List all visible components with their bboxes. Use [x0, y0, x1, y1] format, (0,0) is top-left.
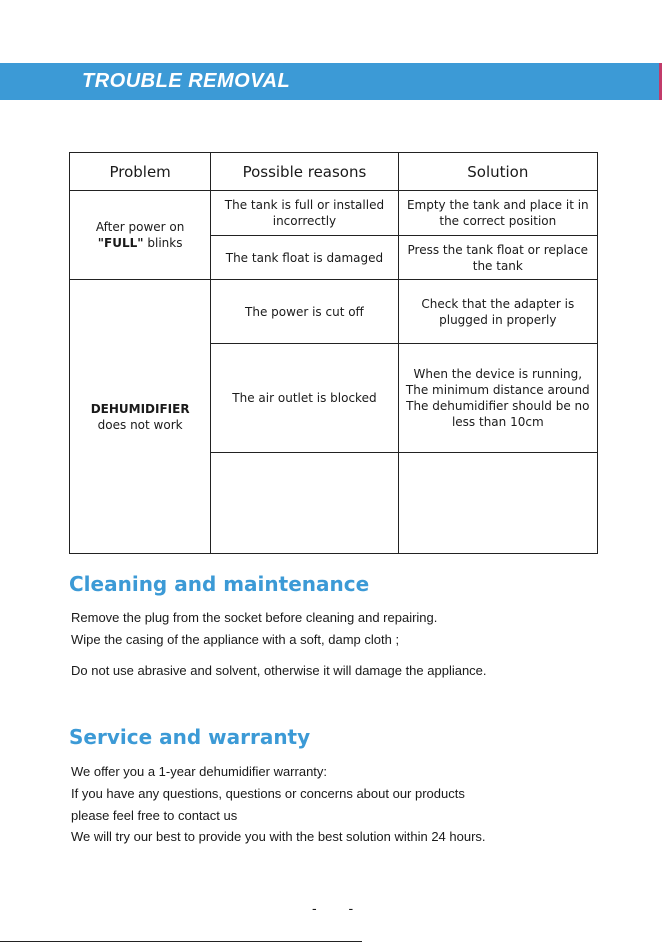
- solution-cell: Press the tank float or replace the tank: [398, 236, 597, 280]
- service-line: If you have any questions, questions or concerns about our products: [71, 786, 465, 801]
- reason-cell: The air outlet is blocked: [211, 344, 398, 453]
- cleaning-heading: Cleaning and maintenance: [69, 572, 370, 596]
- column-header-solution: Solution: [398, 153, 597, 191]
- cleaning-line: Remove the plug from the socket before cleaning and repairing.: [71, 610, 438, 625]
- table-row: [70, 191, 598, 236]
- problem-text: [76, 235, 204, 251]
- dehumidifier-label: DEHUMIDIFIER: [90, 401, 190, 416]
- footer-rule: [0, 941, 362, 942]
- page-dash-left: -: [312, 900, 317, 916]
- cleaning-line: Do not use abrasive and solvent, otherwise it will damage the appliance.: [71, 663, 487, 678]
- problem-text: After power on: [95, 220, 185, 234]
- reason-cell-empty: [211, 453, 398, 554]
- problem-text: does not work: [97, 417, 183, 432]
- solution-cell: Empty the tank and place it in the correct position: [398, 191, 597, 236]
- column-header-problem: Problem: [70, 153, 211, 191]
- table-row: [70, 280, 598, 344]
- service-line: please feel free to contact us: [71, 808, 238, 823]
- cleaning-line: Wipe the casing of the appliance with a soft, damp cloth ;: [71, 632, 400, 647]
- problem-text: blinks: [143, 236, 183, 250]
- page-title: TROUBLE REMOVAL: [82, 70, 291, 92]
- service-line: We offer you a 1-year dehumidifier warranty:: [71, 764, 328, 779]
- troubleshooting-table: [69, 152, 598, 554]
- reason-cell: The tank float is damaged: [211, 236, 398, 280]
- solution-cell: When the device is running, The minimum distance around The dehumidifier should be no less than 10cm: [398, 344, 597, 453]
- service-heading: Service and warranty: [69, 725, 311, 749]
- reason-cell: The tank is full or installed incorrectly: [211, 191, 398, 236]
- solution-cell: Check that the adapter is plugged in properly: [398, 280, 597, 344]
- full-indicator-label: "FULL": [97, 236, 144, 250]
- column-header-reasons: Possible reasons: [211, 153, 398, 191]
- page-dash-right: -: [348, 900, 354, 916]
- reason-cell: The power is cut off: [211, 280, 398, 344]
- page-number-marks: [312, 900, 353, 916]
- solution-cell-empty: [398, 453, 597, 554]
- service-line: We will try our best to provide you with the best solution within 24 hours.: [71, 829, 486, 844]
- table-header-row: [70, 153, 598, 191]
- problem-cell-not-working: [70, 280, 211, 554]
- problem-cell-full: [70, 191, 211, 280]
